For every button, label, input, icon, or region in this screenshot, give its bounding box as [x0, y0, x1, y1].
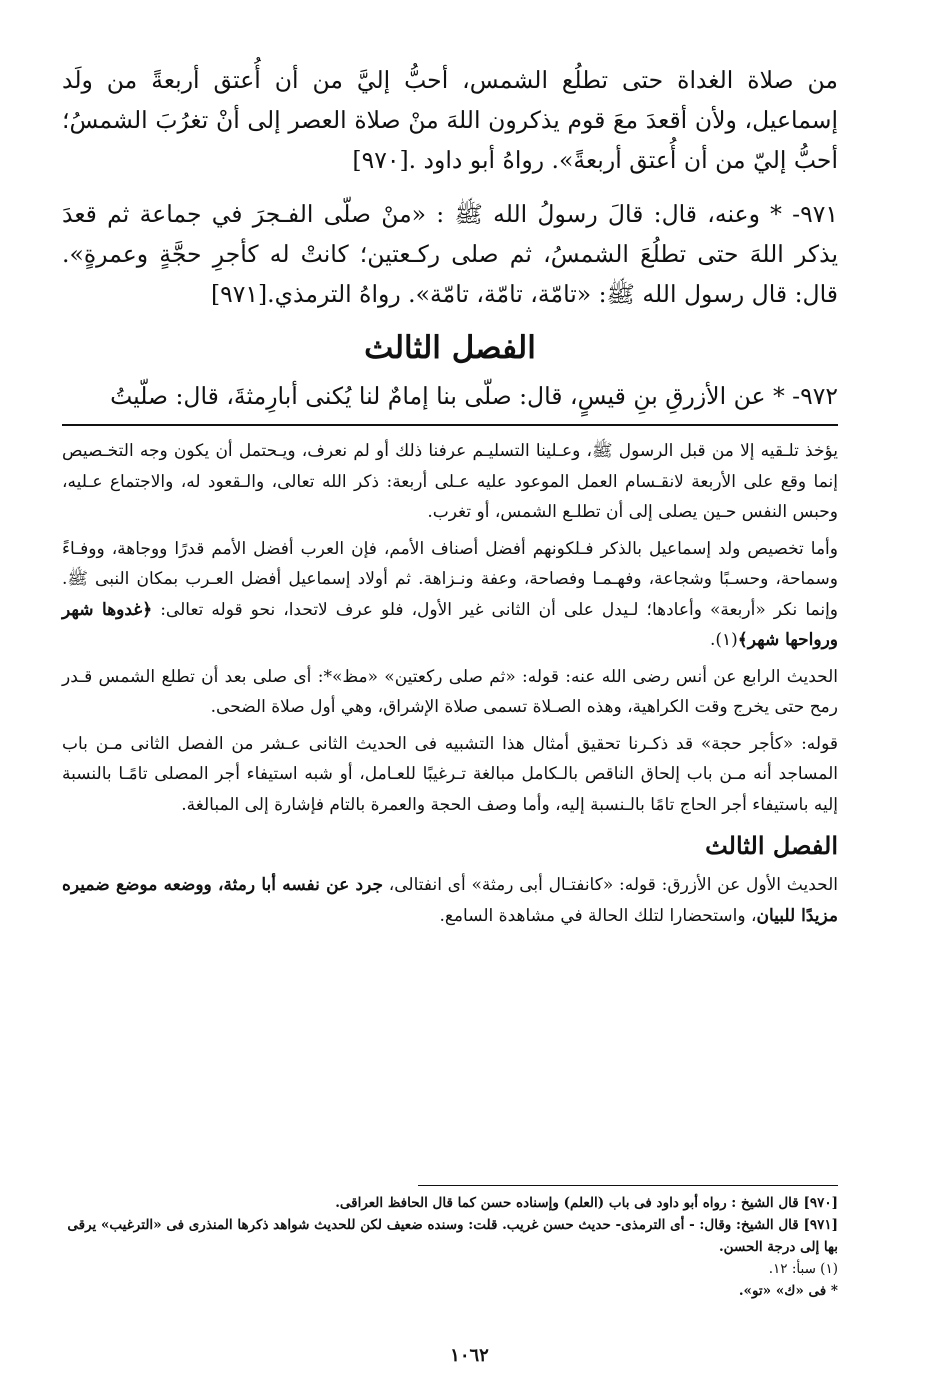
commentary-paragraph-2-main: وأما تخصيص ولد إسماعيل بالذكر فـلكونهم أفضل أصناف الأمم، فإن العرب أفضل الأمم قدرًا ووجاهة، ووفـاءً وسماحة، وحسـبًا وشجاعة، وفهـمـا وفصاحة، وعفة ونـزاهة. ثم أولاد إسماعيل أفضل العـرب بمكان النبى ﷺ. وإنما نكر «أربعة» وأعادها؛ لـيدل على أن الثانى غير الأول، فلو عرف لاتحدا، نحو قوله تعالى:: [62, 538, 838, 620]
hadith-text: [62, 60, 838, 416]
footnote-970: [٩٧٠] قال الشيخ : رواه أبو داود فى باب (العلم) وإسناده حسن كما قال الحافظ العراقى.: [335, 1195, 838, 1211]
commentary-paragraph-1: يؤخذ تلـقيه إلا من قبل الرسول ﷺ، وعـلينا التسليـم عرفنا ذلك أو لم نعرف، ويـحتمل أن يكون وجه التخـصيص إنما وقع على الأربعة لانقـسام العمل الموعود عليه عـلى أربعة: ذكر الله تعالى، والـقعود له، والاجتماع عـليه، وحبس النفس حـين يصلى إلى أن تطلـع الشمس، أو تغرب.: [62, 441, 838, 522]
commentary-paragraph-5-main: الحديث الأول عن الأزرق: قوله: «كانفتـال أبى رمثة» أى انفتالى،: [382, 875, 838, 895]
hadith-paragraph-970: من صلاة الغداة حتى تطلُع الشمس، أحبُّ إليَّ من أن أُعتق أربعةً من ولَد إسماعيل، ولأن أقعدَ معَ قوم يذكرون اللهَ منْ صلاة العصر إلى أنْ تغرُبَ الشمسُ؛ أحبُّ إليّ من أن أُعتق أربعةً». رواهُ أبو داود .[٩٧٠]: [62, 66, 838, 174]
footnote-divider: [418, 1185, 838, 1186]
divider-line: [62, 424, 838, 426]
page-number: ١٠٦٢: [450, 1345, 489, 1366]
quran-quote: ﴿غدوها شهر ورواحها شهر﴾: [62, 599, 838, 650]
commentary-paragraph-4: قوله: «كأجر حجة» قد ذكـرنا تحقيق أمثال هذا التشبيه فى الحديث الثانى عـشر من الفصل الثانى مـن باب المساجد أنه مـن باب إلحاق الناقص بالـكامل مبالغة تـرغيبًا للعـامل، أو شبه استيفاء أجر المصلى تامًـا بالنسبة إليه باستيفاء أجر الحاج تامًا بالـنسبة إليه، وأما وصف الحجة والعمرة بالتام فإشارة إلى المبالغة.: [62, 733, 838, 815]
commentary-paragraph-5: [62, 870, 838, 931]
commentary-paragraph-3: الحديث الرابع عن أنس رضى الله عنه: قوله: «ثم صلى ركعتين» «مظ»*: أى صلى بعد أن تطلع الشمس قـدر رمح حتى يخرج وقت الكراهية، وهذه الصـلاة تسمى صلاة الإشراق، وهي أول صلاة الضحى.: [62, 666, 838, 717]
commentary-text: [62, 436, 838, 931]
footnote-ref: (١).: [709, 630, 738, 650]
commentary-section-title: الفصل الثالث: [705, 831, 838, 860]
hadith-paragraph-971: ٩٧١- * وعنه، قال: قالَ رسولُ الله ﷺ : «منْ صلّى الفـجرَ في جماعة ثم قعدَ يذكر اللهَ حتى تطلُعَ الشمسُ، ثم صلى ركـعتين؛ كانتْ له كأجرِ حجَّةٍ وعمرةٍ». قال: قال رسول الله ﷺ: «تامّة، تامّة، تامّة». رواهُ الترمذي.[٩٧١]: [62, 200, 838, 308]
footnotes: [62, 1185, 838, 1302]
footnote-star: * فى «ك» «تو».: [738, 1283, 838, 1299]
commentary-paragraph-2: [62, 534, 838, 656]
footnote-1: (١) سبأ: ١٢.: [768, 1261, 838, 1277]
commentary-paragraph-5-bold: جرد عن نفسه أبا رمثة، ووضعه موضع ضميره مزيدًا للبيان: [62, 875, 838, 926]
commentary-paragraph-5-rest: ، واستحضارا لتلك الحالة في مشاهدة السامع.: [439, 905, 757, 926]
section-title-third-chapter: الفصل الثالث: [364, 330, 536, 366]
footnote-971: [٩٧١] قال الشيخ: وقال: - أى الترمذى- حديث حسن غريب. قلت: وسنده ضعيف لكن للحديث شواهد ذكرها المنذرى فى «الترغيب» يرقى بها إلى درجة الحسن.: [67, 1217, 838, 1255]
hadith-paragraph-972: ٩٧٢- * عن الأزرقِ بنِ قيسٍ، قال: صلّى بنا إمامٌ لنا يُكنى أبارِمثةَ، قال: صلّيتُ: [110, 382, 838, 410]
page-body: [62, 60, 838, 937]
